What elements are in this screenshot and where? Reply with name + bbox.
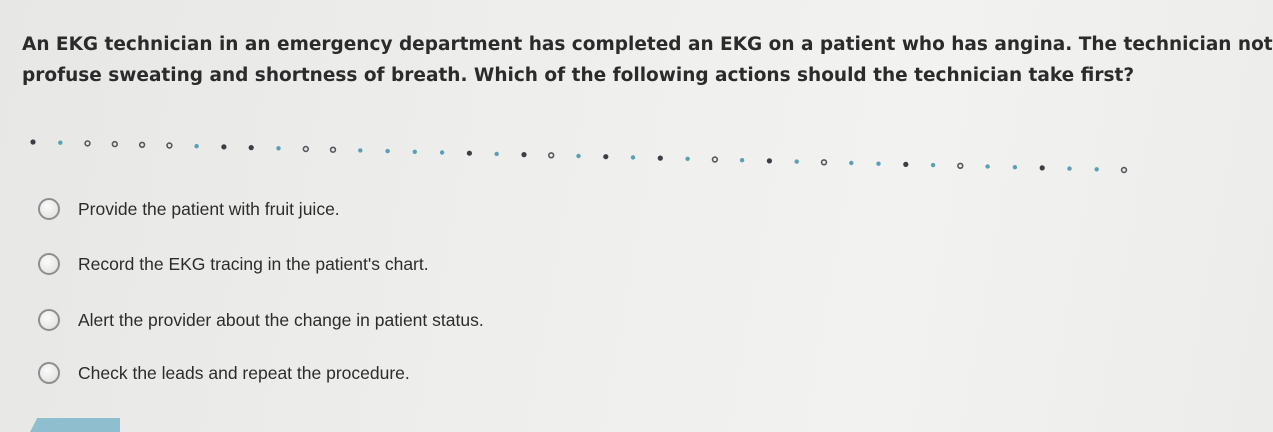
separator-dot (631, 155, 635, 159)
separator-dot (85, 141, 90, 146)
separator-dot (331, 147, 336, 152)
separator-dot (140, 142, 145, 147)
separator-dot (167, 143, 172, 148)
question-text (22, 29, 1273, 91)
separator-dot (903, 162, 908, 167)
separator-dot (931, 163, 935, 167)
separator-dot (413, 150, 417, 154)
radio-button-3[interactable] (38, 309, 60, 331)
dotted-separator (0, 130, 1130, 174)
separator-dot (276, 146, 280, 150)
answer-label-1: Provide the patient with fruit juice. (78, 198, 340, 219)
radio-button-1[interactable] (38, 198, 60, 220)
bottom-tab-edge (30, 418, 120, 432)
separator-dot (467, 151, 472, 156)
separator-dot (849, 161, 853, 165)
separator-dot (249, 145, 254, 150)
radio-button-2[interactable] (38, 253, 60, 275)
separator-dot (985, 164, 989, 168)
separator-dot (767, 158, 772, 163)
separator-dot (303, 147, 308, 152)
separator-dot (658, 156, 663, 161)
separator-dot (549, 153, 554, 158)
separator-dot (713, 157, 718, 162)
separator-dot (876, 162, 880, 166)
radio-button-4[interactable] (38, 362, 60, 384)
separator-dot (58, 141, 62, 145)
separator-dot (495, 152, 499, 156)
separator-dot (795, 159, 799, 163)
question-line-1: An EKG technician in an emergency department has completed an EKG on a patient who has angina. The technician not (22, 34, 1273, 55)
separator-dot (358, 148, 362, 152)
separator-dot (958, 163, 963, 168)
answer-option-1[interactable] (38, 198, 340, 220)
separator-dot (740, 158, 744, 162)
separator-dot (576, 154, 580, 158)
separator-dot (822, 160, 827, 165)
separator-dot (1040, 165, 1045, 170)
answer-label-3: Alert the provider about the change in patient status. (78, 309, 484, 330)
separator-dot (1095, 167, 1099, 171)
separator-dot (194, 144, 198, 148)
separator-dot (1013, 165, 1017, 169)
answer-option-3[interactable] (38, 309, 484, 331)
separator-dot (221, 144, 226, 149)
separator-dot (30, 139, 35, 144)
question-line-2: profuse sweating and shortness of breath. Which of the following actions should the technician take first? (22, 65, 1135, 86)
separator-dot (1122, 168, 1127, 173)
separator-dot (385, 149, 389, 153)
separator-dot (112, 142, 117, 147)
separator-dot (440, 150, 444, 154)
answer-label-4: Check the leads and repeat the procedure. (78, 362, 410, 383)
answer-option-4[interactable] (38, 362, 410, 384)
answer-label-2: Record the EKG tracing in the patient's chart. (78, 253, 429, 274)
separator-dot (603, 154, 608, 159)
separator-dot (1067, 166, 1071, 170)
separator-dot (521, 152, 526, 157)
separator-dot (685, 157, 689, 161)
answer-option-2[interactable] (38, 253, 429, 275)
